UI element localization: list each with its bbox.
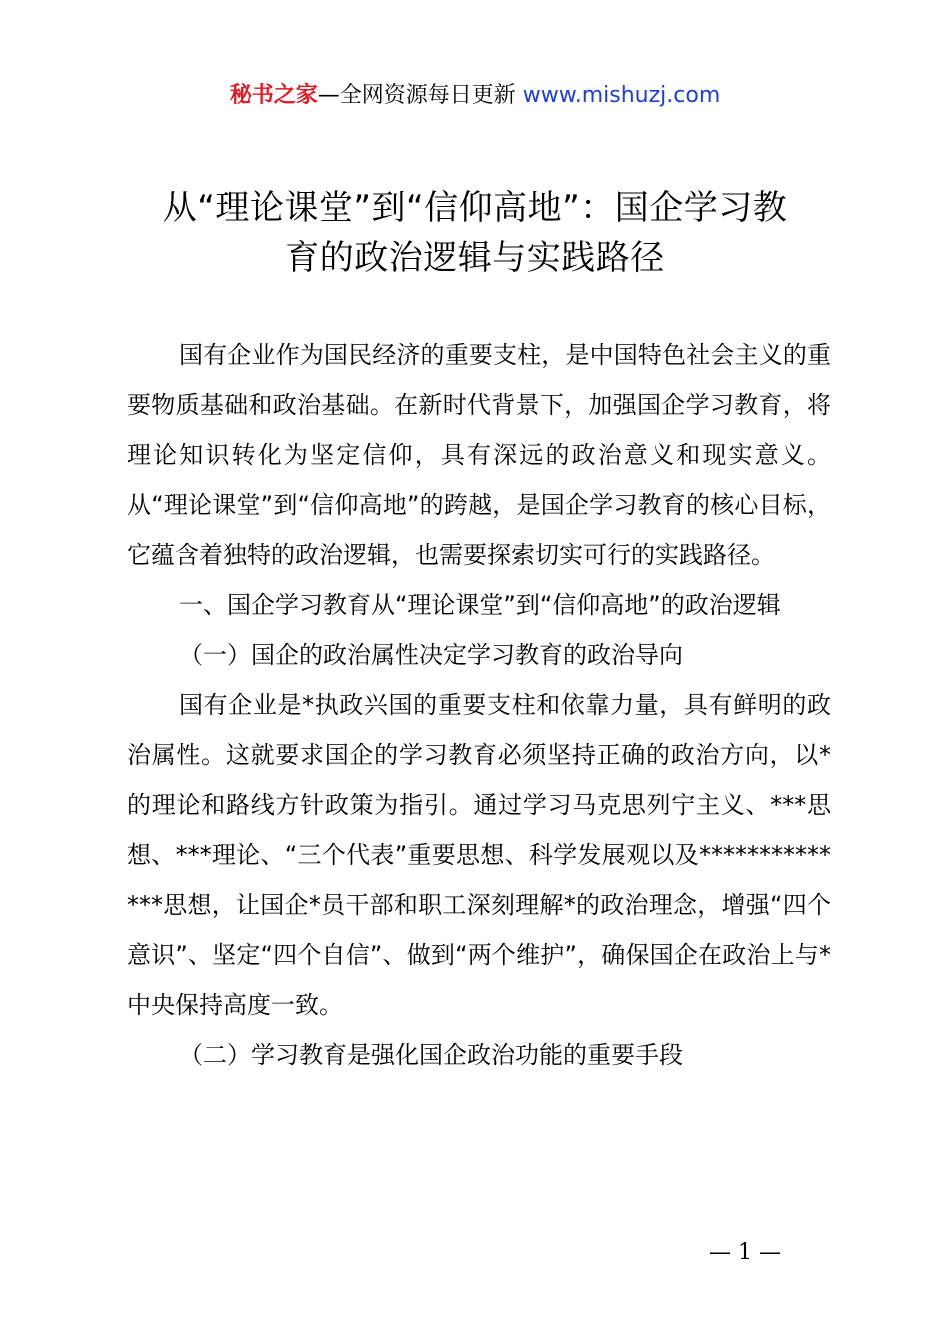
- section-heading-1: 一、国企学习教育从“理论课堂”到“信仰高地”的政治逻辑: [179, 591, 781, 619]
- paragraph-body-1: 国有企业是*执政兴国的重要支柱和依靠力量，具有鲜明的政治属性。这就要求国企的学习教育必须坚持正确的政治方向，以*的理论和路线方针政策为指引。通过学习马克思列宁主义、***思想、***理论、“三个代表”重要思想、科学发展观以及**************思想，让国企*员干部和职工深刻理解*的政治理念，增强“四个意识”、坚定“四个自信”、做到“两个维护”，确保国企在政治上与*中央保持高度一致。: [127, 691, 831, 1019]
- document-title: [100, 183, 850, 283]
- title-line-1: 从“理论课堂”到“信仰高地”：国企学习教: [162, 188, 788, 228]
- site-header: [0, 78, 950, 114]
- document-body: [127, 330, 831, 1080]
- title-line-2: 育的政治逻辑与实践路径: [285, 238, 665, 278]
- brand-name: 秘书之家: [229, 83, 318, 108]
- header-url[interactable]: www.mishuzj.com: [522, 83, 721, 108]
- page-number: — 1 —: [709, 1240, 781, 1265]
- subsection-heading-1: （一）国企的政治属性决定学习教育的政治导向: [179, 641, 683, 669]
- subsection-heading-2: （二）学习教育是强化国企政治功能的重要手段: [179, 1041, 683, 1069]
- header-slogan: —全网资源每日更新: [317, 83, 523, 108]
- paragraph-intro: 国有企业作为国民经济的重要支柱，是中国特色社会主义的重要物质基础和政治基础。在新时代背景下，加强国企学习教育，将理论知识转化为坚定信仰，具有深远的政治意义和现实意义。从“理论课堂”到“信仰高地”的跨越，是国企学习教育的核心目标，它蕴含着独特的政治逻辑，也需要探索切实可行的实践路径。: [127, 341, 831, 569]
